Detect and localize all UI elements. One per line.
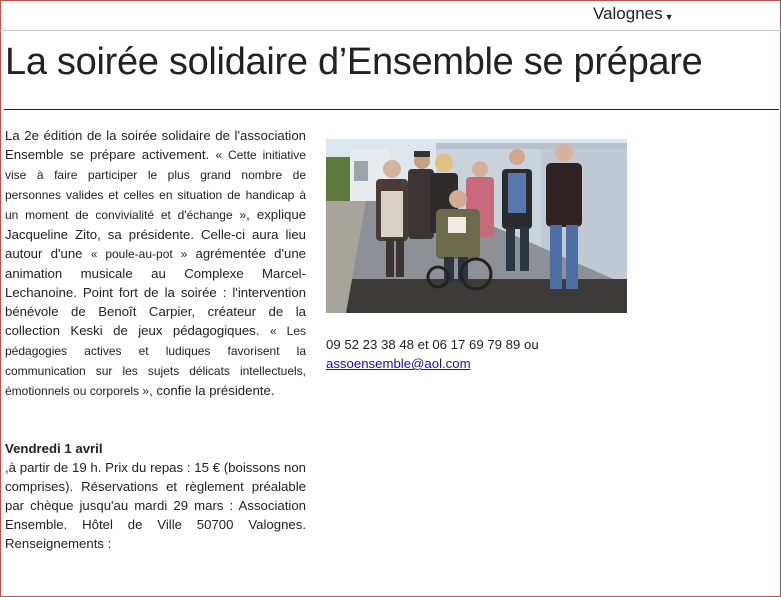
event-details: ,à partir de 19 h. Prix du repas : 15 € (boissons non comprises). Réservations et règlement préalable par chèque jusqu'au mardi 29 mars : Association Ensemble. Hôtel de Ville 50700 Valognes. Renseignements : (5, 460, 306, 551)
top-bar (0, 0, 781, 31)
quote-text: « Les pédagogies actives et ludiques favorisent la communication sur les sujets délicats intellectuels, émotionnels ou corporels » (5, 324, 306, 398)
title-divider (4, 109, 779, 110)
quote-text: « poule-au-pot » (90, 247, 188, 261)
city-label: Valognes (593, 4, 663, 23)
body-text: , explique Jacqueline Zito, sa présidente. Celle-ci aura lieu autour d'une (5, 207, 307, 261)
article-photo[interactable] (326, 139, 627, 313)
contact-info (326, 335, 626, 373)
city-selector[interactable] (593, 4, 674, 24)
quote-text: « Cette initiative vise à faire participer le plus grand nombre de personnes valides et celles en situation de handicap à un moment de convivialité et d'échange » (5, 148, 306, 222)
body-text: La 2e édition de la soirée solidaire de l'association Ensemble se prépare activement. (5, 128, 306, 162)
email-link[interactable]: assoensemble@aol.com (326, 356, 471, 371)
article-body (5, 126, 306, 553)
chevron-down-icon: ▼ (664, 12, 674, 22)
phone-line: 09 52 23 38 48 et 06 17 69 79 89 ou (326, 337, 539, 352)
article-paragraph (5, 126, 306, 401)
body-text: agrémentée d'une animation musicale au Complexe Marcel-Lechanoine. Point fort de la soirée : l'intervention bénévole de Benoît Carpier, créateur de la collection Keski de jeux pédagogiques. (5, 246, 306, 338)
event-heading: Vendredi 1 avril (5, 441, 103, 456)
body-text: , confie la présidente. (149, 383, 275, 398)
article-title: La soirée solidaire d’Ensemble se prépare (5, 41, 703, 83)
